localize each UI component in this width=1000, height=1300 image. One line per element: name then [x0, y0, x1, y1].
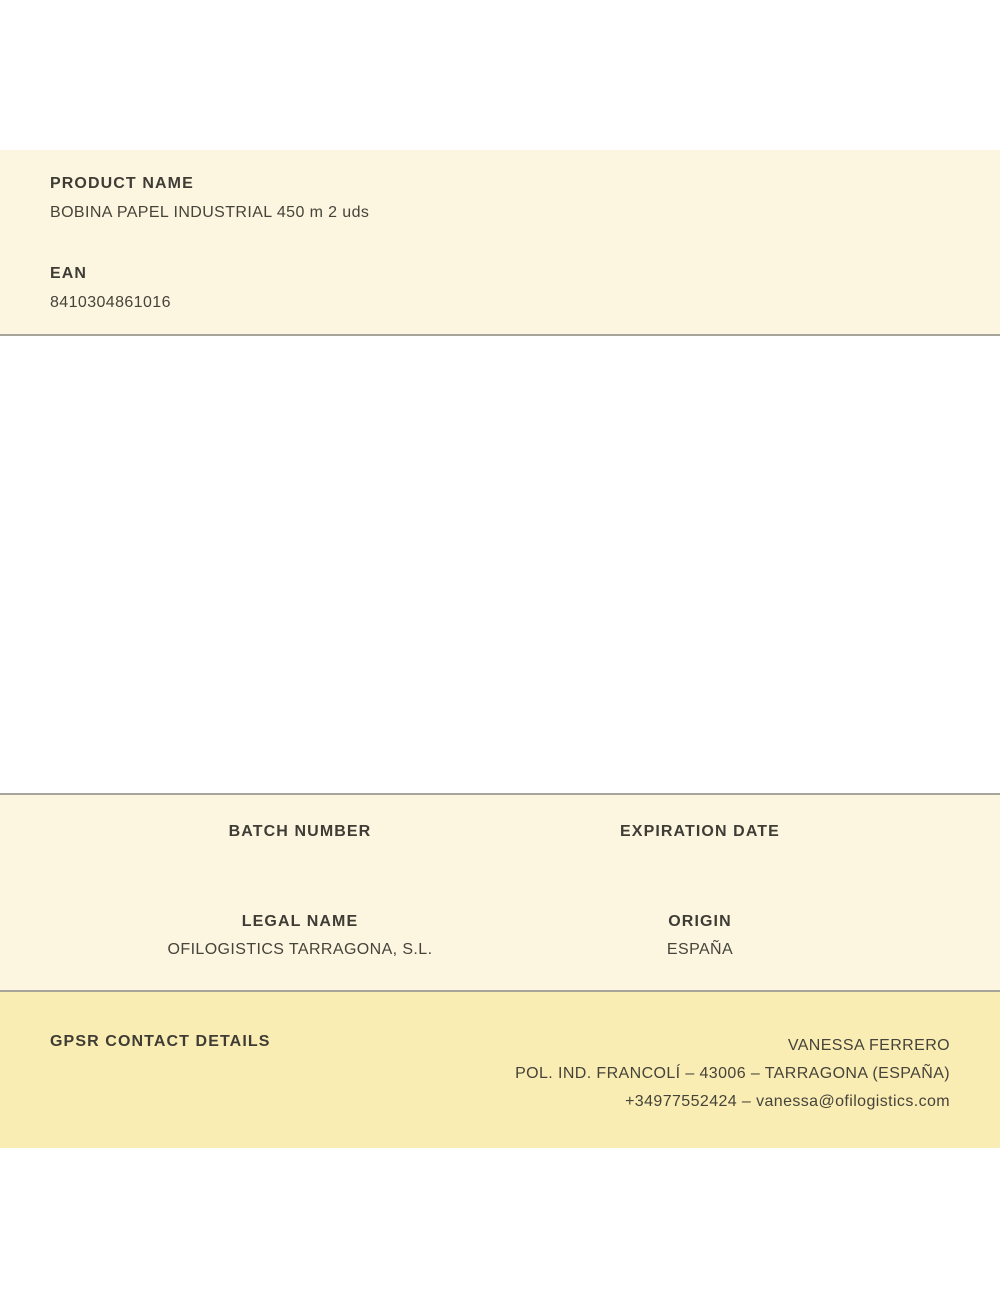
- gpsr-contact-info: [515, 1032, 950, 1116]
- legal-name-value: OFILOGISTICS TARRAGONA, S.L.: [167, 941, 433, 958]
- expiration-date-value: [500, 850, 900, 870]
- product-name-value: BOBINA PAPEL INDUSTRIAL 450 m 2 uds: [50, 204, 370, 221]
- origin-label: ORIGIN: [668, 913, 732, 930]
- legal-name-label: LEGAL NAME: [241, 913, 359, 930]
- details-grid: [100, 822, 900, 960]
- product-info-panel: [0, 150, 1000, 336]
- contact-phone-email: +34977552424 – vanessa@ofilogistics.com: [625, 1093, 950, 1110]
- details-left-column: [100, 822, 500, 960]
- expiration-date-label: EXPIRATION DATE: [620, 823, 780, 840]
- product-name-label: PRODUCT NAME: [50, 175, 194, 192]
- ean-value: 8410304861016: [50, 294, 171, 311]
- origin-value: ESPAÑA: [666, 941, 734, 958]
- top-whitespace: [0, 0, 1000, 150]
- batch-number-label: BATCH NUMBER: [228, 823, 372, 840]
- batch-details-panel: [0, 793, 1000, 992]
- middle-whitespace: [0, 336, 1000, 793]
- gpsr-contact-details-label: GPSR CONTACT DETAILS: [50, 1033, 271, 1050]
- ean-label: EAN: [50, 265, 88, 282]
- contact-address: POL. IND. FRANCOLÍ – 43006 – TARRAGONA (ESPAÑA): [515, 1065, 950, 1082]
- details-right-column: [500, 822, 900, 960]
- gpsr-contact-panel: [0, 992, 1000, 1148]
- contact-name: VANESSA FERRERO: [787, 1037, 950, 1054]
- batch-number-value: [100, 850, 500, 870]
